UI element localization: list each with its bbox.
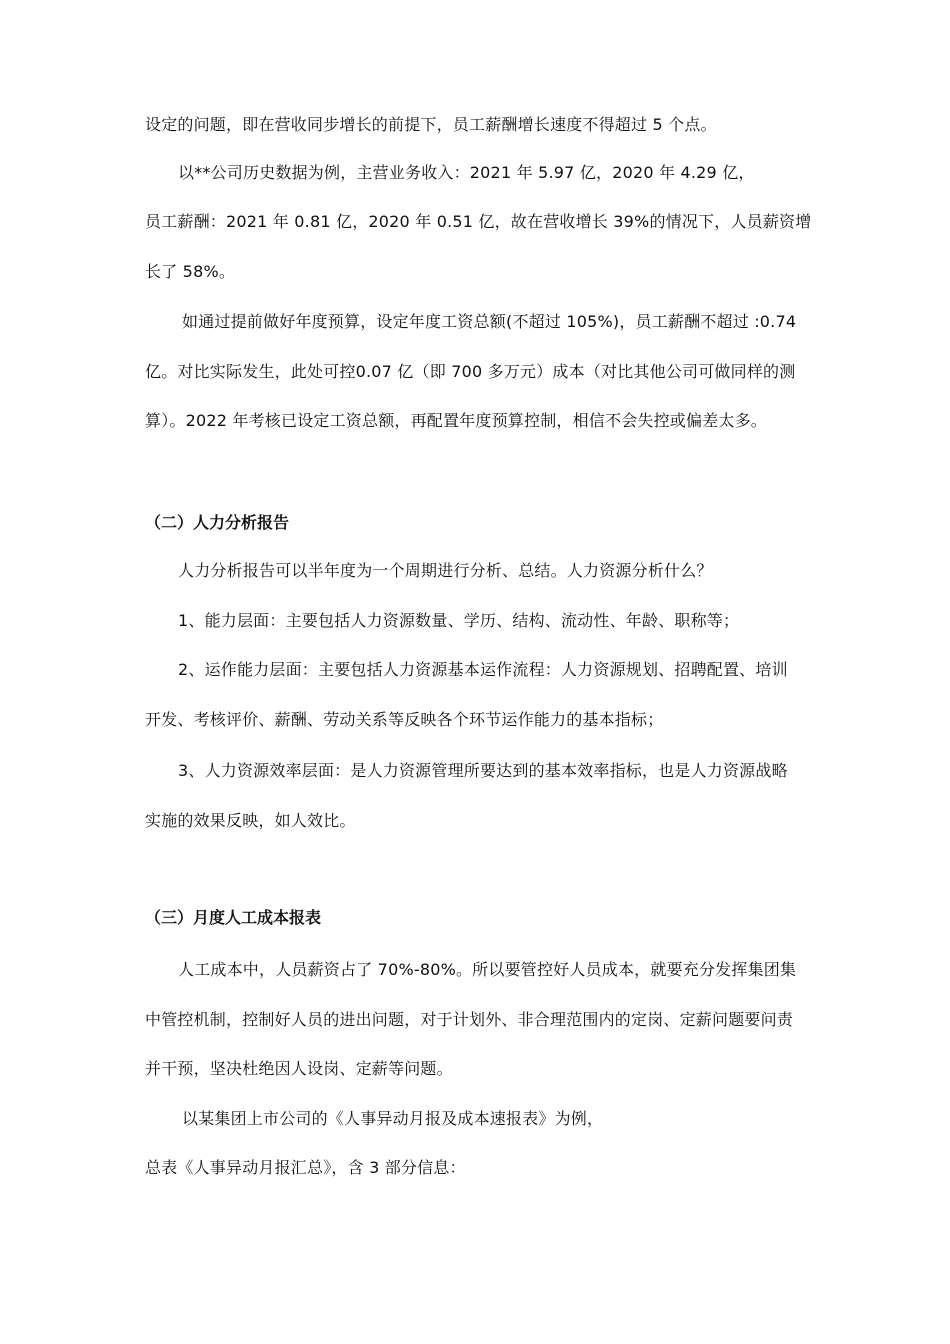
paragraph-line: 人工成本中，人员薪资占了 70%-80%。所以要管控好人员成本，就要充分发挥集团集 xyxy=(178,960,797,979)
paragraph-line: 以某集团上市公司的《人事异动月报及成本速报表》为例， xyxy=(182,1109,604,1128)
paragraph-line: 长了 58%。 xyxy=(145,262,236,281)
paragraph-line: 并干预，坚决杜绝因人设岗、定薪等问题。 xyxy=(145,1059,453,1078)
paragraph-line: 中管控机制，控制好人员的进出问题，对于计划外、非合理范围内的定岗、定薪问题要问责 xyxy=(145,1010,794,1029)
paragraph-line: 总表《人事异动月报汇总》，含 3 部分信息： xyxy=(145,1158,466,1177)
list-item: 1、能力层面：主要包括人力资源数量、学历、结构、流动性、年龄、职称等； xyxy=(178,611,740,630)
list-item: 3、人力资源效率层面：是人力资源管理所要达到的基本效率指标，也是人力资源战略 xyxy=(178,761,788,780)
paragraph-line: 人力分析报告可以半年度为一个周期进行分析、总结。人力资源分析什么？ xyxy=(178,561,713,580)
paragraph-line: 设定的问题，即在营收同步增长的前提下，员工薪酬增长速度不得超过 5 个点。 xyxy=(145,115,717,134)
paragraph-line: 实施的效果反映，如人效比。 xyxy=(145,811,356,830)
paragraph-line: 以**公司历史数据为例，主营业务收入：2021 年 5.97 亿，2020 年 4.29 亿， xyxy=(178,163,755,182)
paragraph-line: 亿。对比实际发生，此处可控0.07 亿（即 700 多万元）成本（对比其他公司可做同样的测 xyxy=(145,362,796,381)
paragraph-line: 开发、考核评价、薪酬、劳动关系等反映各个环节运作能力的基本指标； xyxy=(145,710,664,729)
paragraph-line: 如通过提前做好年度预算，设定年度工资总额(不超过 105%)，员工薪酬不超过 :0.74 xyxy=(182,312,797,331)
paragraph-line: 算）。2022 年考核已设定工资总额，再配置年度预算控制，相信不会失控或偏差太多。 xyxy=(145,411,768,430)
list-item: 2、运作能力层面：主要包括人力资源基本运作流程：人力资源规划、招聘配置、培训 xyxy=(178,660,788,679)
paragraph-line: 员工薪酬：2021 年 0.81 亿，2020 年 0.51 亿，故在营收增长 39%的情况下，人员薪资增 xyxy=(145,212,812,231)
section-heading: （二）人力分析报告 xyxy=(145,513,290,532)
section-heading: （三）月度人工成本报表 xyxy=(145,908,322,927)
